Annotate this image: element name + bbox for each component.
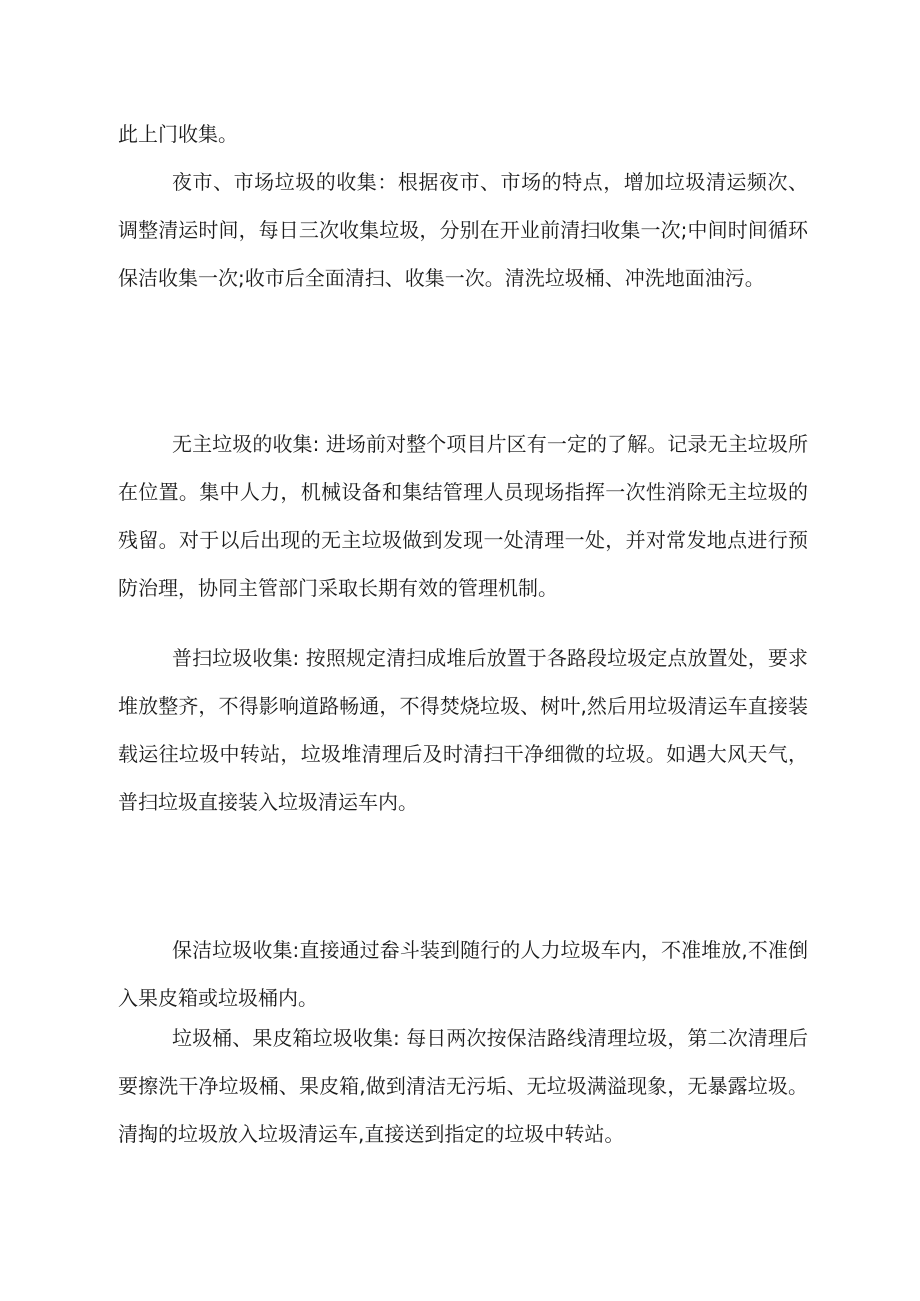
paragraph-unowned-garbage-collection: 无主垃圾的收集: 进场前对整个项目片区有一定的了解。记录无主垃圾所在位置。集中人力，机械设备和集结管理人员现场指挥一次性消除无主垃圾的残留。对于以后出现的无主垃圾做到发现一处清理一处，并对常发地点进行预防治理，协同主管部门采取长期有效的管理机制。 — [118, 432, 808, 600]
paragraph-night-market-collection: 夜市、市场垃圾的收集：根据夜市、市场的特点，增加垃圾清运频次、调整清运时间，每日三次收集垃圾，分别在开业前清扫收集一次;中间时间循环保洁收集一次;收市后全面清扫、收集一次。清洗垃圾桶、冲洗地面油污。 — [118, 170, 808, 290]
paragraph-cleaning-garbage-collection: 保洁垃圾收集:直接通过畚斗装到随行的人力垃圾车内，不准堆放,不准倒入果皮箱或垃圾桶内。 — [118, 938, 808, 1010]
paragraph-continuation: 此上门收集。 — [118, 122, 238, 146]
paragraph-sweeping-garbage-collection: 普扫垃圾收集: 按照规定清扫成堆后放置于各路段垃圾定点放置处，要求堆放整齐，不得影响道路畅通，不得焚烧垃圾、树叶,然后用垃圾清运车直接装载运往垃圾中转站，垃圾堆清理后及时清扫干净细微的垃圾。如遇大风天气，普扫垃圾直接装入垃圾清运车内。 — [118, 646, 808, 814]
paragraph-bin-garbage-collection: 垃圾桶、果皮箱垃圾收集: 每日两次按保洁路线清理垃圾，第二次清理后要擦洗干净垃圾桶、果皮箱,做到清洁无污垢、无垃圾满溢现象，无暴露垃圾。清掏的垃圾放入垃圾清运车,直接送到指定的垃圾中转站。 — [118, 1026, 808, 1146]
